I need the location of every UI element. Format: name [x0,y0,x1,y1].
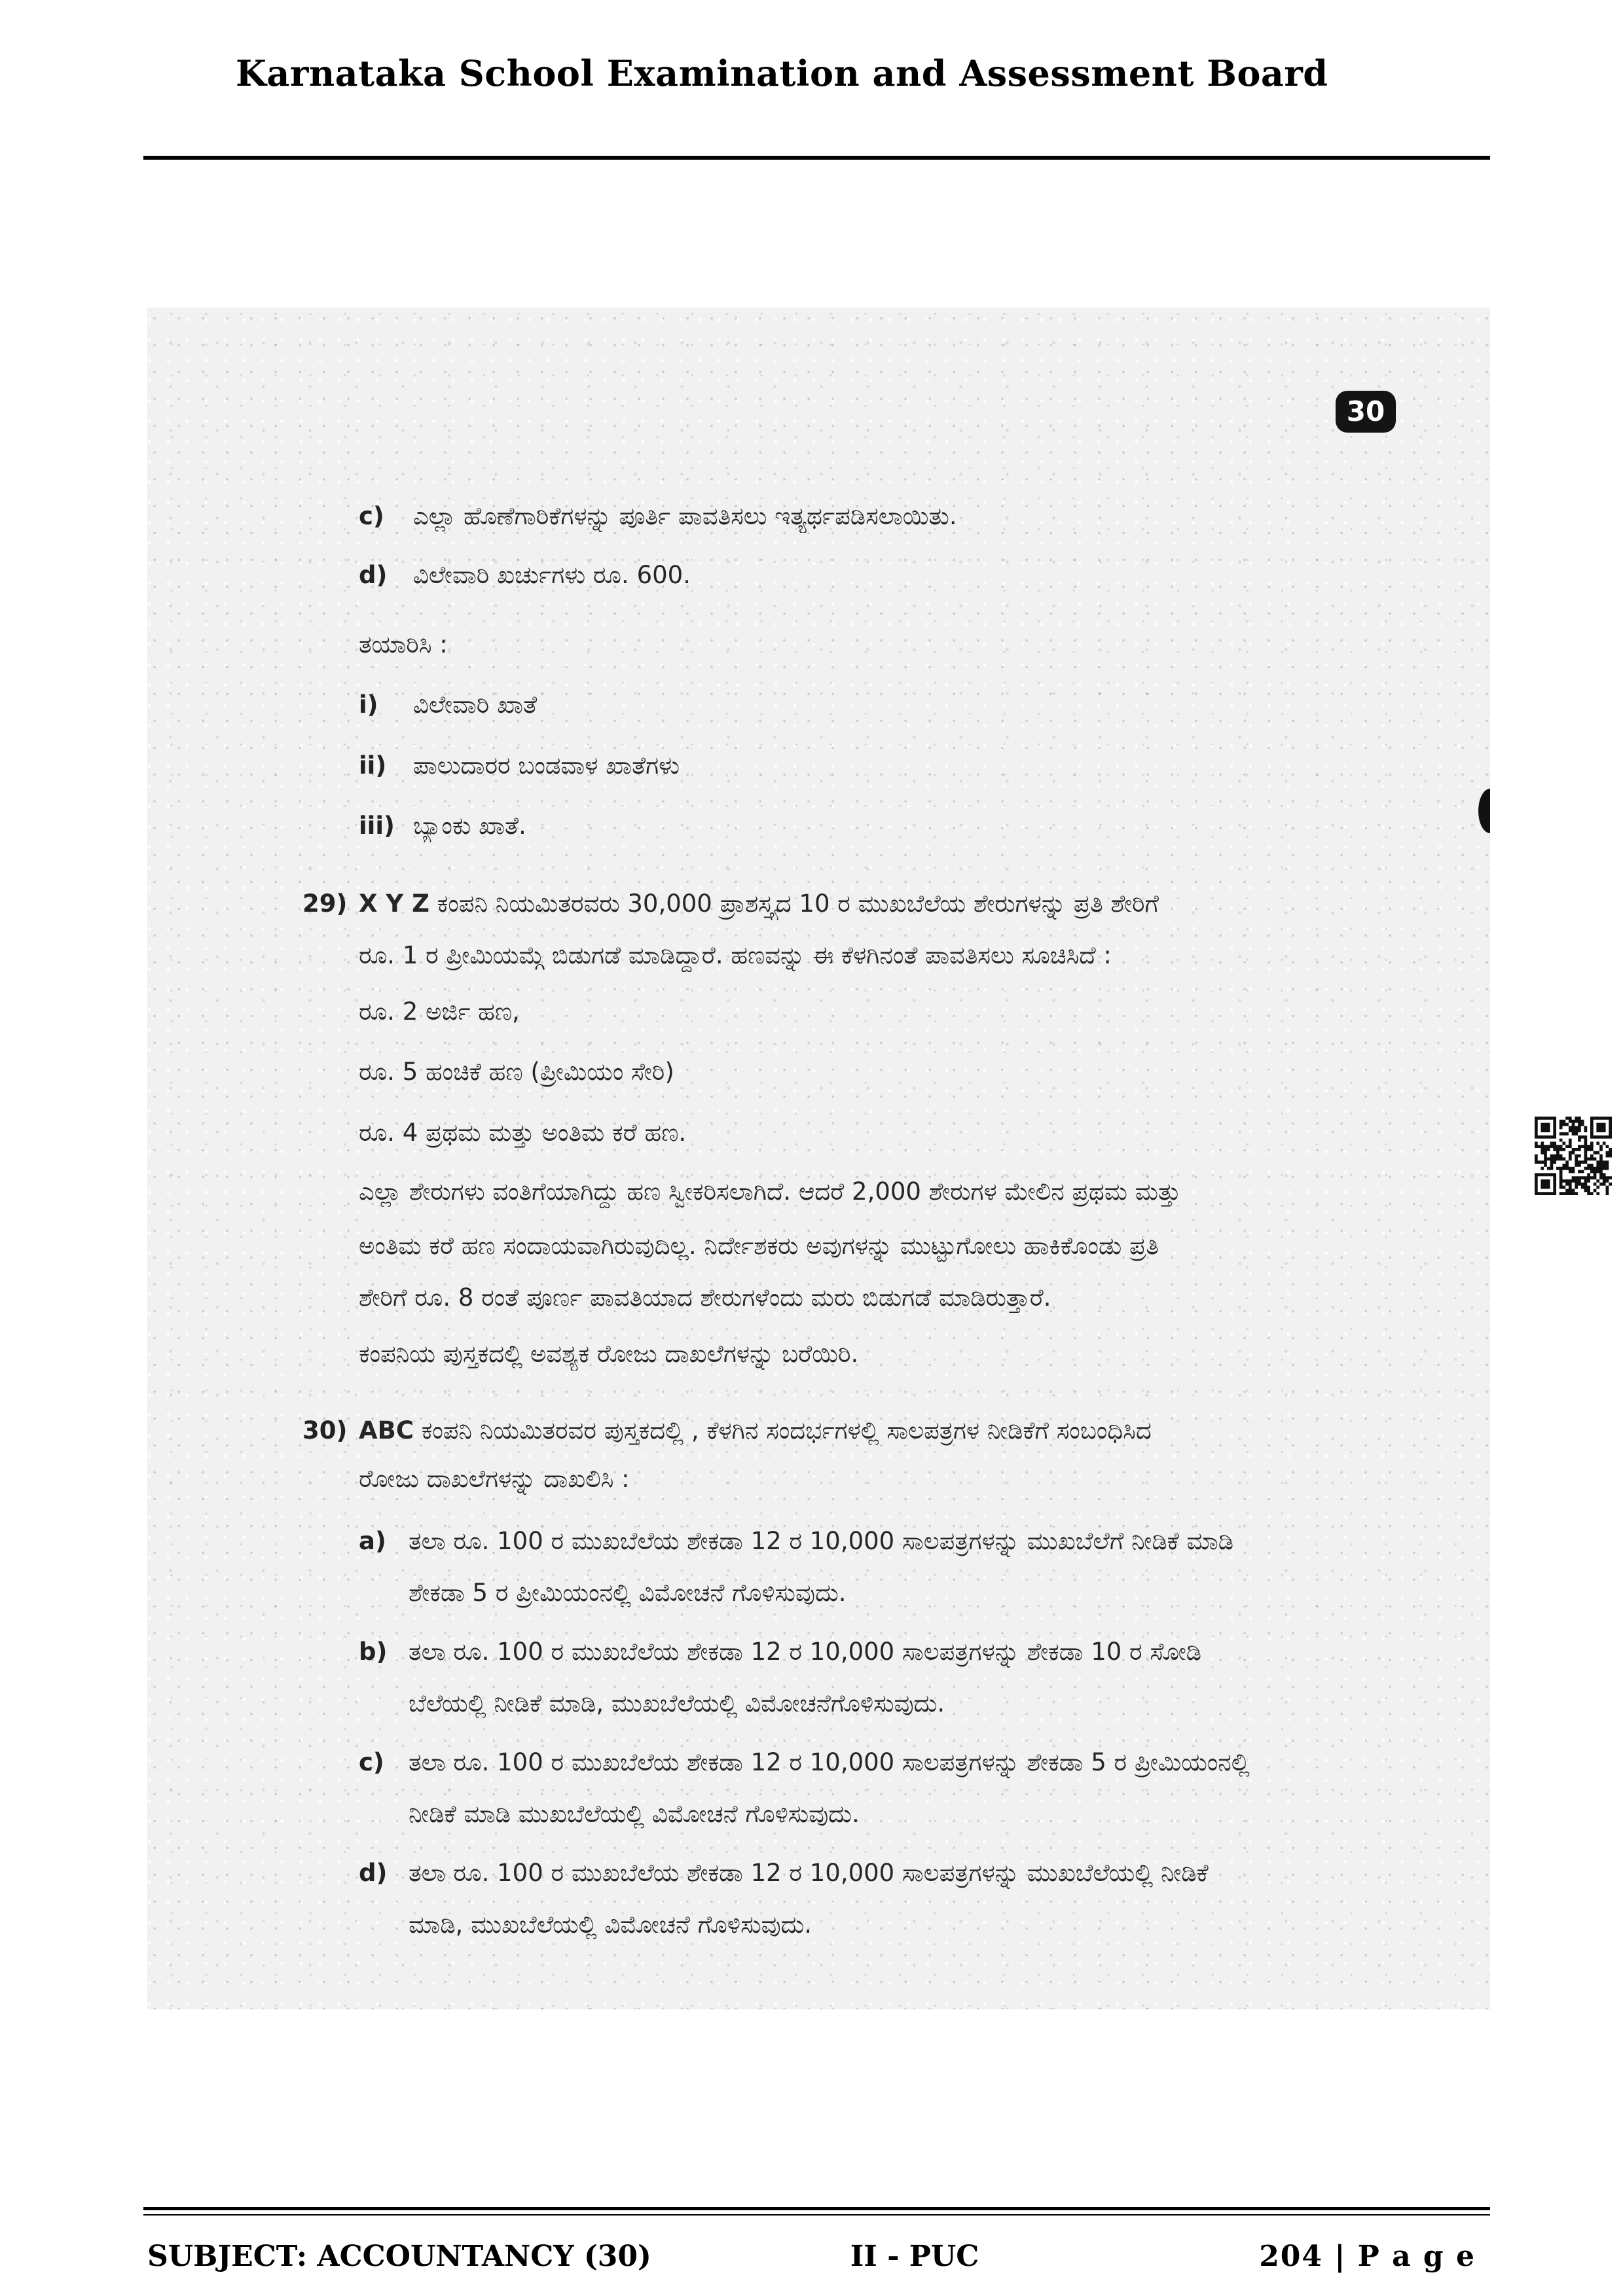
footer-rule [143,2207,1490,2210]
q30-item-label-d: d) [359,1859,388,1887]
footer-rule-thin [143,2214,1490,2215]
item-text-c: ಎಲ್ಲಾ ಹೊಣೆಗಾರಿಕೆಗಳನ್ನು ಪೂರ್ತಿ ಪಾವತಿಸಲು ಇತ್ಯರ್ಥಪಡಿಸಲಾಯಿತು. [413,502,957,530]
prepare-text-iii: ಬ್ಯಾಂಕು ಖಾತೆ. [413,812,526,840]
q30-line-2: ರೋಜು ದಾಖಲೆಗಳನ್ನು ದಾಖಲಿಸಿ : [359,1465,630,1493]
prepare-label-ii: ii) [359,751,387,780]
q29-line: ರೂ. 1 ರ ಪ್ರೀಮಿಯಮ್ಗೆ ಬಿಡುಗಡೆ ಮಾಡಿದ್ದಾರೆ. ಹಣವನ್ನು ಈ ಕೆಳಗಿನಂತೆ ಪಾವತಿಸಲು ಸೂಚಿಸಿದೆ : [359,941,1112,969]
prepare-text-i: ವಿಲೇವಾರಿ ಖಾತೆ [413,691,538,719]
q29-line: ಶೇರಿಗೆ ರೂ. 8 ರಂತೆ ಪೂರ್ಣ ಪಾವತಿಯಾದ ಶೇರುಗಳೆಂದು ಮರು ಬಿಡುಗಡೆ ಮಾಡಿರುತ್ತಾರೆ. [359,1283,1051,1312]
q30-item-d-line: ಮಾಡಿ, ಮುಖಬೆಲೆಯಲ್ಲಿ ವಿಮೋಚನೆ ಗೊಳಿಸುವುದು. [409,1910,812,1939]
footer-subject: SUBJECT: ACCOUNTANCY (30) [147,2240,651,2273]
question-number-29: 29) [302,889,348,918]
q30-item-c-line: ನೀಡಿಕೆ ಮಾಡಿ ಮುಖಬೆಲೆಯಲ್ಲಿ ವಿಮೋಚನೆ ಗೊಳಿಸುವುದು. [409,1800,860,1828]
q30-item-c-line: ತಲಾ ರೂ. 100 ರ ಮುಖಬೆಲೆಯ ಶೇಕಡಾ 12 ರ 10,000 ಸಾಲಪತ್ರಗಳನ್ನು ಶೇಕಡಾ 5 ರ ಪ್ರೀಮಿಯಂನಲ್ಲಿ [409,1748,1250,1776]
q30-line-1-text: ಕಂಪನಿ ನಿಯಮಿತರವರ ಪುಸ್ತಕದಲ್ಲಿ , ಕೆಳಗಿನ ಸಂದರ್ಭಗಳಲ್ಲಿ ಸಾಲಪತ್ರಗಳ ನೀಡಿಕೆಗೆ ಸಂಬಂಧಿಸಿದ [421,1416,1152,1444]
q29-line: ರೂ. 4 ಪ್ರಥಮ ಮತ್ತು ಅಂತಿಮ ಕರೆ ಹಣ. [359,1119,687,1147]
q30-item-b-line: ತಲಾ ರೂ. 100 ರ ಮುಖಬೆಲೆಯ ಶೇಕಡಾ 12 ರ 10,000 ಸಾಲಪತ್ರಗಳನ್ನು ಶೇಕಡಾ 10 ರ ಸೋಡಿ [409,1638,1202,1666]
q30-item-b-line: ಬೆಲೆಯಲ್ಲಿ ನೀಡಿಕೆ ಮಾಡಿ, ಮುಖಬೆಲೆಯಲ್ಲಿ ವಿಮೋಚನೆಗೊಳಿಸುವುದು. [409,1689,945,1717]
page-header-title: Karnataka School Examination and Assessment Board [236,52,1328,94]
item-label-c: c) [359,502,384,530]
q30-line-1 [359,1414,1408,1447]
qr-code-icon [1535,1117,1612,1195]
item-label-d: d) [359,561,388,589]
item-text-d: ವಿಲೇವಾರಿ ಖರ್ಚುಗಳು ರೂ. 600. [413,561,691,589]
q29-line-1-text: ಕಂಪನಿ ನಿಯಮಿತರವರು 30,000 ಪ್ರಾಶಸ್ತ್ಯದ 10 ರ ಮುಖಬೆಲೆಯ ಶೇರುಗಳನ್ನು ಪ್ರತಿ ಶೇರಿಗೆ [437,889,1159,918]
q29-line: ರೂ. 5 ಹಂಚಿಕೆ ಹಣ (ಪ್ರೀಮಿಯಂ ಸೇರಿ) [359,1058,674,1086]
q30-item-label-b: b) [359,1638,388,1666]
q29-company-name: X Y Z [359,889,429,918]
footer-page-number: 204 | P a g e [1259,2240,1476,2273]
q29-line: ಕಂಪನಿಯ ಪುಸ್ತಕದಲ್ಲಿ ಅವಶ್ಯಕ ರೋಜು ದಾಖಲೆಗಳನ್ನು ಬರೆಯಿರಿ. [359,1340,859,1368]
q30-company-name: ABC [359,1416,414,1444]
prepare-heading: ತಯಾರಿಸಿ : [359,630,448,658]
q29-line-1 [359,888,1408,920]
prepare-text-ii: ಪಾಲುದಾರರ ಬಂಡವಾಳ ಖಾತೆಗಳು [413,751,680,780]
prepare-label-i: i) [359,691,378,719]
q30-item-a-line: ತಲಾ ರೂ. 100 ರ ಮುಖಬೆಲೆಯ ಶೇಕಡಾ 12 ರ 10,000 ಸಾಲಪತ್ರಗಳನ್ನು ಮುಖಬೆಲೆಗೆ ನೀಡಿಕೆ ಮಾಡಿ [409,1527,1234,1555]
question-number-30: 30) [302,1416,348,1444]
page-number-badge: 30 [1336,391,1396,433]
footer-class: II - PUC [850,2240,979,2273]
q30-item-d-line: ತಲಾ ರೂ. 100 ರ ಮುಖಬೆಲೆಯ ಶೇಕಡಾ 12 ರ 10,000 ಸಾಲಪತ್ರಗಳನ್ನು ಮುಖಬೆಲೆಯಲ್ಲಿ ನೀಡಿಕೆ [409,1859,1209,1887]
prepare-label-iii: iii) [359,812,395,840]
q29-line: ರೂ. 2 ಅರ್ಜಿ ಹಣ, [359,997,520,1026]
q30-item-label-c: c) [359,1748,384,1776]
q30-item-a-line: ಶೇಕಡಾ 5 ರ ಪ್ರೀಮಿಯಂನಲ್ಲಿ ವಿಮೋಚನೆ ಗೊಳಿಸುವುದು. [409,1579,847,1607]
header-rule [143,156,1490,160]
q29-line: ಅಂತಿಮ ಕರೆ ಹಣ ಸಂದಾಯವಾಗಿರುವುದಿಲ್ಲ. ನಿರ್ದೇಶಕರು ಅವುಗಳನ್ನು ಮುಟ್ಟುಗೋಲು ಹಾಕಿಕೊಂಡು ಪ್ರತಿ [359,1232,1159,1260]
q30-item-label-a: a) [359,1527,386,1555]
q29-line: ಎಲ್ಲಾ ಶೇರುಗಳು ವಂತಿಗೆಯಾಗಿದ್ದು ಹಣ ಸ್ವೀಕರಿಸಲಾಗಿದೆ. ಆದರೆ 2,000 ಶೇರುಗಳ ಮೇಲಿನ ಪ್ರಥಮ ಮತ್ತು [359,1177,1181,1206]
